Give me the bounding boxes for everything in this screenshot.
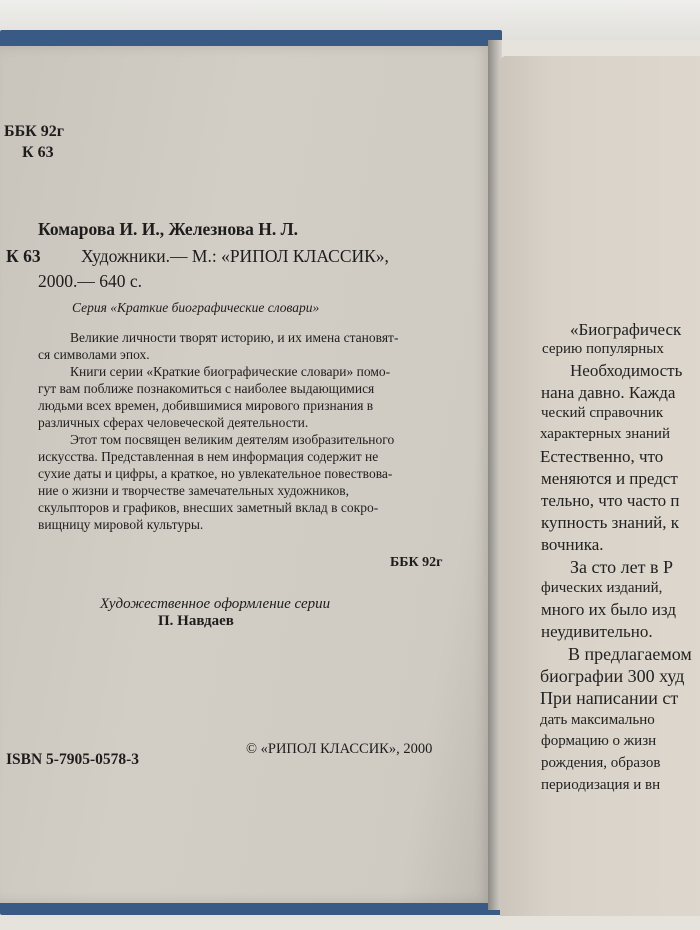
author-mark-top: К 63: [22, 144, 54, 161]
authors: Комарова И. И., Железнова Н. Л.: [38, 219, 299, 239]
annotation-line: сухие даты и цифры, а краткое, но увлекательное повествова-: [38, 466, 393, 481]
right-page-line: биографии 300 худ: [540, 666, 685, 686]
series-name: Серия «Краткие биографические словари»: [72, 300, 320, 315]
right-page-line: неудивительно.: [541, 622, 653, 641]
annotation-line: Книги серии «Краткие биографические словари» помо-: [70, 364, 391, 379]
right-page-line: меняются и предст: [541, 469, 678, 488]
title-line: Художники.— М.: «РИПОЛ КЛАССИК»,: [81, 246, 389, 266]
right-page-line: периодизация и вн: [541, 777, 661, 793]
right-page-line: «Биографическ: [570, 320, 682, 339]
annotation-line: Великие личности творят историю, и их имена становят-: [70, 330, 399, 345]
right-page-line: В предлагаемом: [568, 644, 692, 664]
year-pages: 2000.— 640 с.: [38, 271, 143, 291]
right-page-line: вочника.: [541, 535, 604, 554]
annotation-line: Этот том посвящен великим деятелям изобразительного: [70, 432, 395, 447]
design-label: Художественное оформление серии: [100, 596, 331, 612]
annotation-line: вищницу мировой культуры.: [38, 517, 204, 532]
right-page-line: нана давно. Кажда: [541, 383, 676, 402]
right-page-line: Необходимость: [570, 361, 683, 380]
right-page-line: фических изданий,: [541, 580, 663, 596]
annotation-line: гут вам поближе познакомиться с наиболее выдающимися: [38, 381, 375, 396]
copyright: © «РИПОЛ КЛАССИК», 2000: [246, 741, 433, 757]
annotation-line: ние о жизни и творчестве замечательных художников,: [38, 483, 349, 498]
right-page-line: ческий справочник: [541, 405, 664, 421]
bbk-index-top: ББК 92г: [4, 123, 65, 140]
right-page-line: серию популярных: [542, 341, 664, 357]
right-page-line: купность знаний, к: [541, 513, 680, 532]
isbn: ISBN 5-7905-0578-3: [6, 751, 140, 768]
author-mark-entry: К 63: [6, 246, 41, 266]
right-page-line: формацию о жизн: [541, 733, 657, 749]
right-page-line: рождения, образов: [541, 755, 661, 771]
bbk-index-bottom: ББК 92г: [390, 555, 443, 570]
right-page-line: тельно, что часто п: [541, 491, 680, 510]
annotation-line: различных сферах человеческой деятельности.: [38, 415, 309, 430]
right-page-line: Естественно, что: [540, 447, 664, 466]
right-page-line: много их было изд: [541, 600, 676, 619]
right-page-line: За сто лет в Р: [570, 557, 673, 577]
annotation-line: людьми всех времен, добившимися мирового признания в: [38, 398, 374, 413]
annotation-line: ся символами эпох.: [38, 347, 150, 362]
annotation-line: искусства. Представленная в нем информация содержит не: [38, 449, 379, 464]
annotation-line: скульпторов и графиков, внесших заметный вклад в сокро-: [38, 500, 379, 515]
right-page-line: дать максимально: [540, 712, 655, 728]
right-page-line: При написании ст: [540, 688, 679, 708]
designer-name: П. Навдаев: [158, 613, 234, 629]
right-page-line: характерных знаний: [540, 426, 670, 442]
